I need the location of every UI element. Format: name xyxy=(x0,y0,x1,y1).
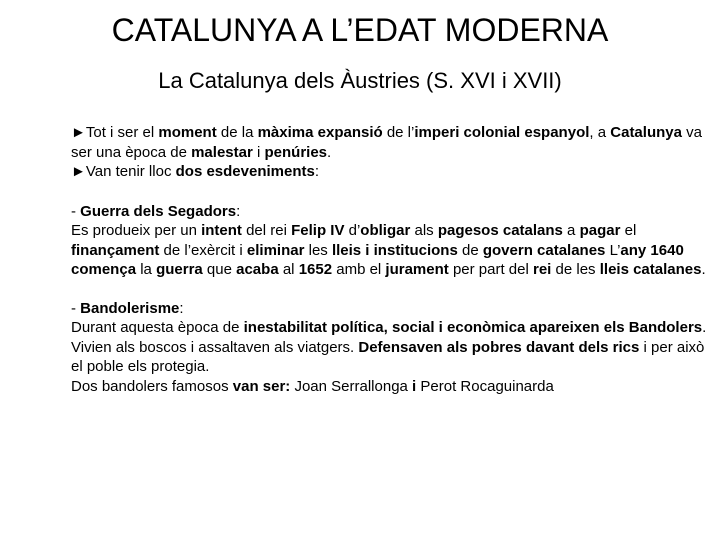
text-run: d’ xyxy=(344,222,361,239)
intro-paragraph-1 xyxy=(71,123,711,162)
text-run: als xyxy=(410,222,438,239)
text-run: del rei xyxy=(241,222,292,239)
text-run: que xyxy=(202,261,237,278)
bold-text: màxima expansió xyxy=(257,124,383,141)
bold-text: finançament xyxy=(71,241,160,259)
bold-text: jurament xyxy=(385,261,449,278)
segadors-text xyxy=(71,221,711,280)
text-run: a xyxy=(562,222,580,239)
text-run: per part del xyxy=(448,261,533,278)
bold-text: penúries xyxy=(264,143,328,161)
text-run: les xyxy=(304,241,332,259)
text-run: el xyxy=(620,222,637,239)
bold-text: pagesos catalans xyxy=(437,222,563,239)
text-run: ►Tot i ser el xyxy=(71,124,159,141)
bold-text: lleis i institucions xyxy=(331,241,458,259)
segadors-heading xyxy=(71,202,711,222)
bold-text: imperi colonial espanyol xyxy=(414,124,590,141)
slide-subtitle: La Catalunya dels Àustries (S. XVI i XVII) xyxy=(158,68,562,93)
bold-text: i xyxy=(407,377,421,395)
text-run: Vivien als boscos i assaltaven als viatgers. xyxy=(71,338,359,356)
bandolerisme-text-1 xyxy=(71,318,711,338)
text-run: Es produeix per un xyxy=(71,222,202,239)
text-run: : xyxy=(236,202,241,220)
bold-text: pagar xyxy=(579,222,621,239)
text-run: Dos bandolers famosos xyxy=(71,377,229,395)
text-run: de les xyxy=(551,261,600,278)
bold-text: 1652 xyxy=(298,261,333,278)
slide-title: CATALUNYA A L’EDAT MODERNA xyxy=(111,12,609,48)
bold-text: Catalunya xyxy=(610,124,682,141)
text-run: L’ xyxy=(605,241,621,259)
bold-text: van ser: xyxy=(228,377,295,395)
bold-text: guerra xyxy=(156,261,203,278)
text-run: de la xyxy=(216,124,258,141)
text-run: - xyxy=(71,299,81,317)
text-run: Perot Rocaguinarda xyxy=(420,377,554,395)
text-run: . xyxy=(701,261,706,278)
bandolerisme-text-3 xyxy=(71,377,711,397)
bandolerisme-text-2 xyxy=(71,338,711,377)
bold-text: malestar xyxy=(191,143,253,161)
bold-text: Guerra dels Segadors xyxy=(80,202,237,220)
bold-text: inestabilitat política, social i econòmica apareixen els Bandolers xyxy=(243,319,703,336)
text-run: : xyxy=(179,299,184,317)
text-run: amb el xyxy=(332,261,386,278)
text-run: i xyxy=(252,143,265,161)
bold-text: intent xyxy=(201,222,242,239)
text-run: al xyxy=(278,261,299,278)
bold-text: moment xyxy=(158,124,217,141)
text-run: i per això el poble els protegia. xyxy=(71,338,705,375)
text-run: de l’exèrcit i xyxy=(159,241,247,259)
bold-text: dos esdeveniments xyxy=(175,163,315,180)
bold-text: govern catalanes xyxy=(482,241,606,259)
bold-text: eliminar xyxy=(246,241,305,259)
text-run: va ser una època de xyxy=(71,124,702,161)
bold-text: acaba xyxy=(236,261,279,278)
text-run: . xyxy=(702,319,707,336)
bold-text: lleis catalanes xyxy=(599,261,702,278)
bold-text: obligar xyxy=(360,222,411,239)
text-run: : xyxy=(314,163,320,180)
bold-text: Bandolerisme xyxy=(80,299,180,317)
bold-text: Defensaven als pobres davant dels rics xyxy=(358,338,640,356)
bandolerisme-heading xyxy=(71,299,711,319)
text-run: la xyxy=(136,261,157,278)
slide-body xyxy=(71,123,711,396)
text-run: . xyxy=(327,143,332,161)
text-run: de xyxy=(457,241,483,259)
text-run: de l’ xyxy=(382,124,415,141)
text-run: - xyxy=(71,202,81,220)
bold-text: rei xyxy=(533,261,552,278)
text-run: , a xyxy=(589,124,611,141)
bold-text: Felip IV xyxy=(291,222,345,239)
text-run: Joan Serrallonga xyxy=(294,377,408,395)
text-run: Durant aquesta època de xyxy=(71,319,244,336)
text-run: ►Van tenir lloc xyxy=(71,163,176,180)
intro-paragraph-2 xyxy=(71,162,711,182)
bold-text: any 1640 comença xyxy=(71,241,684,278)
